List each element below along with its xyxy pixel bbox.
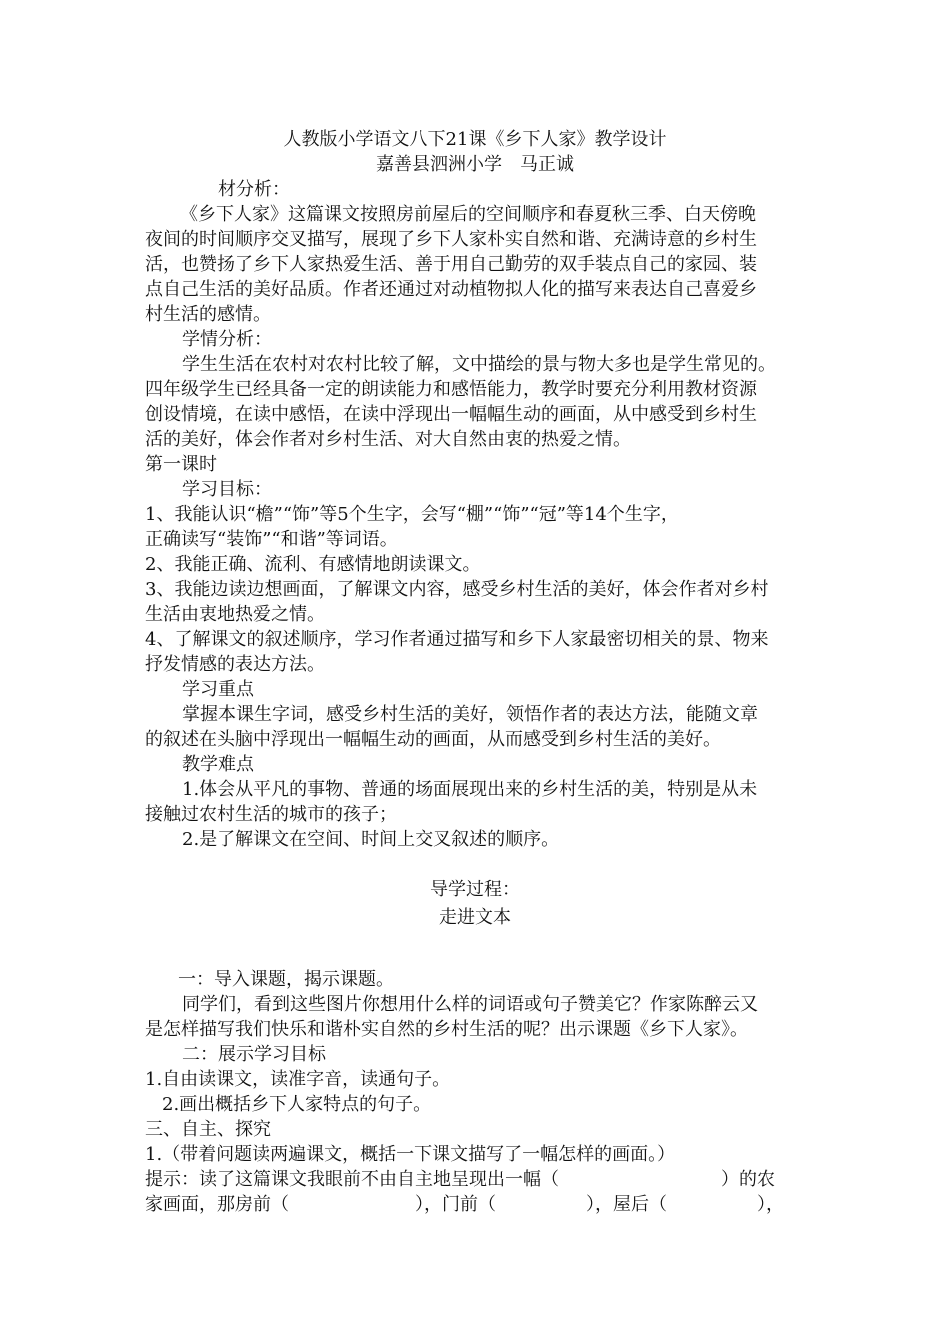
paragraph-line: 夜间的时间顺序交叉描写，展现了乡下人家朴实自然和谐、充满诗意的乡村生: [145, 229, 757, 250]
goal-line: 抒发情感的表达方法。: [145, 654, 325, 675]
goal-line: 1、我能认识“檐”“饰”等5个生字，会写“棚”“饰”“冠”等14个生字，: [145, 504, 679, 525]
first-period-heading: 第一课时: [145, 454, 217, 475]
goal-line: 4、了解课文的叙述顺序，学习作者通过描写和乡下人家最密切相关的景、物来: [145, 629, 769, 650]
paragraph-line: 创设情境，在读中感悟，在读中浮现出一幅幅生动的画面，从中感受到乡村生: [145, 404, 757, 425]
process-heading: 导学过程：: [430, 879, 520, 900]
process-line: 一：导入课题，揭示课题。: [178, 969, 394, 990]
process-line: 提示：读了这篇课文我眼前不由自主地呈现出一幅（ ）的农: [145, 1169, 775, 1190]
student-analysis-heading: 学情分析：: [182, 329, 272, 350]
process-line: 2.画出概括乡下人家特点的句子。: [162, 1094, 432, 1115]
goal-line: 正确读写“装饰”“和谐”等词语。: [145, 529, 398, 550]
process-line: 同学们，看到这些图片你想用什么样的词语或句子赞美它？作家陈醉云又: [182, 994, 758, 1015]
goal-line: 生活由衷地热爱之情。: [145, 604, 325, 625]
process-line: 家画面，那房前（ ），门前（ ），屋后（ ），: [145, 1194, 784, 1215]
paragraph-line: 活的美好，体会作者对乡村生活、对大自然由衷的热爱之情。: [145, 429, 631, 450]
process-line: 是怎样描写我们快乐和谐朴实自然的乡村生活的呢？出示课题《乡下人家》。: [145, 1019, 748, 1040]
goal-line: 2、我能正确、流利、有感情地朗读课文。: [145, 554, 481, 575]
process-line: 二：展示学习目标: [182, 1044, 326, 1065]
paragraph-line: 学生生活在农村对农村比较了解，文中描绘的景与物大多也是学生常见的。: [182, 354, 776, 375]
difficulty-heading: 教学难点: [182, 754, 254, 775]
focus-heading: 学习重点: [182, 679, 254, 700]
paragraph-line: 掌握本课生字词，感受乡村生活的美好，领悟作者的表达方法，能随文章: [182, 704, 758, 725]
paragraph-line: 接触过农村生活的城市的孩子；: [145, 804, 397, 825]
process-line: 1.（带着问题读两遍课文，概括一下课文描写了一幅怎样的画面。）: [145, 1144, 676, 1165]
document-author: 嘉善县泗洲小学 马正诚: [376, 154, 574, 175]
process-line: 三、自主、探究: [145, 1119, 271, 1140]
paragraph-line: 活，也赞扬了乡下人家热爱生活、善于用自己勤劳的双手装点自己的家园、装: [145, 254, 757, 275]
process-line: 1.自由读课文，读准字音，读通句子。: [145, 1069, 451, 1090]
material-analysis-heading: 材分析：: [218, 179, 290, 200]
paragraph-line: 村生活的感情。: [145, 304, 271, 325]
process-subheading: 走进文本: [439, 907, 511, 928]
paragraph-line: 《乡下人家》这篇课文按照房前屋后的空间顺序和春夏秋三季、白天傍晚: [180, 204, 756, 225]
document-title: 人教版小学语文八下21课《乡下人家》教学设计: [283, 129, 667, 150]
paragraph-line: 四年级学生已经具备一定的朗读能力和感悟能力，教学时要充分利用教材资源: [145, 379, 757, 400]
paragraph-line: 2.是了解课文在空间、时间上交叉叙述的顺序。: [182, 829, 560, 850]
paragraph-line: 点自己生活的美好品质。作者还通过对动植物拟人化的描写来表达自己喜爱乡: [145, 279, 757, 300]
paragraph-line: 的叙述在头脑中浮现出一幅幅生动的画面，从而感受到乡村生活的美好。: [145, 729, 721, 750]
paragraph-line: 1.体会从平凡的事物、普通的场面展现出来的乡村生活的美，特别是从未: [182, 779, 758, 800]
goal-line: 3、我能边读边想画面，了解课文内容，感受乡村生活的美好，体会作者对乡村: [145, 579, 769, 600]
goals-heading: 学习目标：: [182, 479, 272, 500]
